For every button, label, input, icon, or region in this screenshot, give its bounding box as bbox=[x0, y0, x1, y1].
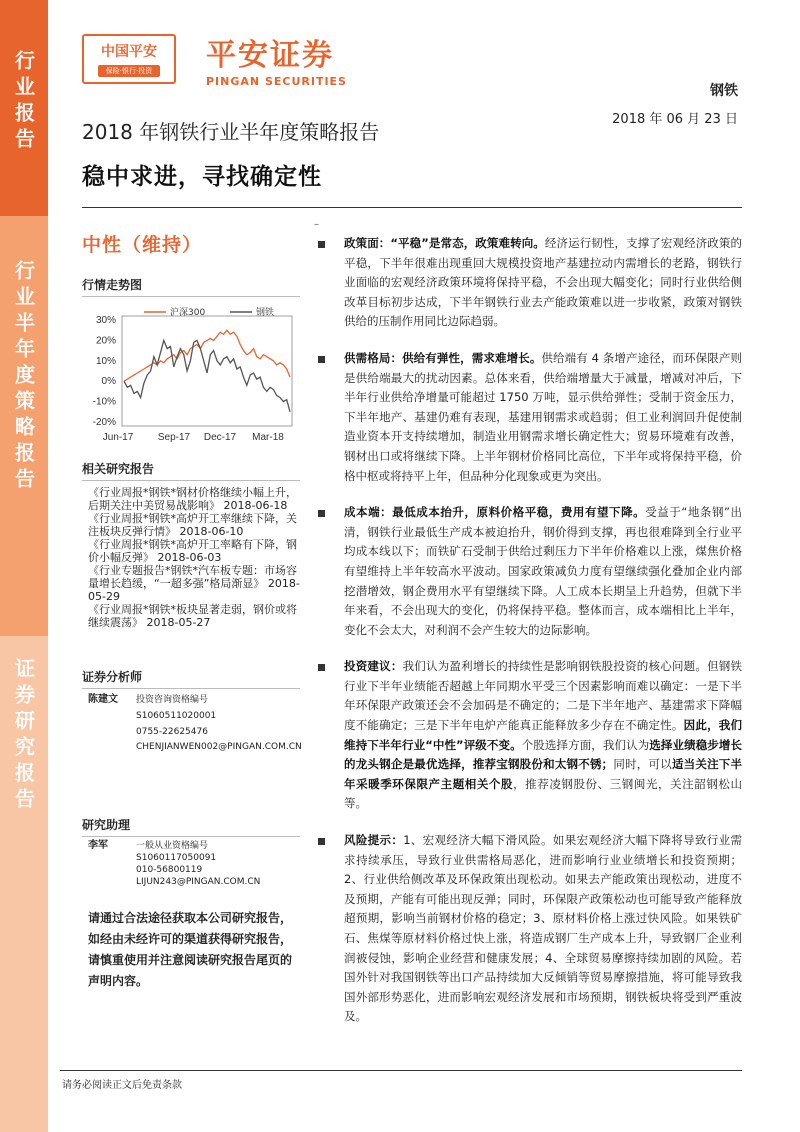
analyst-cert-label: 投资咨询资格编号 bbox=[136, 695, 209, 705]
report-date: 2018 年 06 月 23 日 bbox=[612, 112, 738, 127]
price-trend-chart bbox=[82, 298, 300, 444]
rating-block bbox=[82, 230, 300, 257]
sidebar-label-report-type: 行业报告 bbox=[11, 50, 36, 154]
sidebar-label-research: 证券研究报告 bbox=[11, 658, 36, 814]
assistant-cert-label: 一般从业资格编号 bbox=[136, 841, 209, 851]
bullet-investment-text2: 个股选择方面，我们认为 bbox=[521, 737, 650, 752]
bullet-policy bbox=[316, 234, 742, 332]
bullet-investment-bold3: 适当关注下半年采暖季环保限产主题相关个股 bbox=[344, 757, 743, 791]
bullet-investment-advice bbox=[316, 657, 742, 814]
price-trend-chart-svg bbox=[82, 298, 300, 444]
reports-section bbox=[82, 460, 300, 485]
bullet-cost bbox=[316, 503, 742, 640]
assistant-info bbox=[88, 840, 302, 888]
industry-label: 钢铁 bbox=[710, 83, 738, 99]
assistant-section bbox=[82, 816, 300, 841]
sidebar-block-report-subtype bbox=[0, 216, 48, 636]
sidebar-label-report-subtype: 行业半年度策略报告 bbox=[11, 260, 36, 494]
bullet-investment-lead: 投资建议： bbox=[344, 659, 403, 674]
related-report-item[interactable]: 《行业周报*钢铁*高炉开工率略有下降，钢价小幅反弹》 2018-06-03 bbox=[88, 538, 297, 564]
bullet-cost-lead: 成本端：最低成本抬升，原料价格平稳，费用有望下降。 bbox=[344, 505, 646, 520]
bullet-supply-demand-text: 供给端有 4 条增产途径，而环保限产则是供给端最大的扰动因素。总体来看，供给端增量大于减量，增减对冲后，下半年行业供给净增量可能超过 1750 万吨，显示供给弹性；受制于资金压力，下半年地产、基建仍难有表现，基建用钢需求或趋弱；但工业利润回升促使制造业资本开支持续增加，制造业用钢需求增长确定性大；贸易环境难有改善，钢材出口或将继续下降。上半年钢材价格同比高位，下半年或将保持平稳，价格中枢或将持平上年，但品种分化现象或更为突出。 bbox=[344, 350, 742, 483]
report-subtitle: 稳中求进，寻找确定性 bbox=[82, 164, 322, 190]
pingan-group-logo-text: 中国平安 bbox=[101, 44, 157, 60]
y-tick-label: -10% bbox=[92, 396, 116, 408]
assistant-phone: 010-56800119 bbox=[136, 865, 203, 875]
legal-notice: 请通过合法途径获取本公司研究报告，如经由未经许可的渠道获得研究报告，请慎重使用并注意阅读研究报告尾页的声明内容。 bbox=[88, 911, 293, 988]
left-sidebar bbox=[0, 0, 48, 1132]
summary-bullets bbox=[316, 234, 742, 1044]
related-report-item[interactable]: 《行业周报*钢铁*钢材价格继续小幅上升，后期关注中美贸易战影响》 2018-06-18 bbox=[88, 486, 297, 512]
bullet-policy-text: 经济运行韧性，支撑了宏观经济政策的平稳，下半年很难出现重回大规模投资地产基建拉动内需增长的老路，钢铁行业面临的宏观经济政策环境将保持平稳，不会出现大幅变化；同时行业供给侧改革目标初步达成，下半年钢铁行业去产能政策难以进一步收紧，政策对钢铁供给的压制作用同比边际趋弱。 bbox=[344, 236, 742, 329]
sidebar-block-report-type bbox=[0, 0, 48, 216]
pingan-group-logo-tagline: 保险·银行·投资 bbox=[98, 65, 160, 77]
analyst-section-title: 证券分析师 bbox=[82, 668, 300, 689]
related-reports-list bbox=[88, 486, 302, 629]
bullet-risk bbox=[316, 831, 742, 1027]
pingan-securities-logo bbox=[206, 30, 347, 88]
analyst-cert-number: S1060511020001 bbox=[136, 711, 217, 721]
pingan-securities-logo-en: PINGAN SECURITIES bbox=[206, 75, 347, 88]
report-title: 2018 年钢铁行业半年度策略报告 bbox=[82, 120, 380, 144]
bullet-supply-demand bbox=[316, 349, 742, 486]
related-report-item[interactable]: 《行业周报*钢铁*板块显著走弱，钢价或将继续震荡》 2018-05-27 bbox=[88, 603, 297, 629]
x-tick-label: Jun-17 bbox=[102, 432, 134, 443]
related-report-item[interactable]: 《行业专题报告*钢铁*汽车板专题：市场容量增长趋缓，“一超多强”格局渐显》 2018-05-29 bbox=[88, 564, 300, 603]
rating-label: 中性（维持） bbox=[82, 234, 203, 256]
bullet-supply-demand-lead: 供需格局：供给有弹性，需求难增长。 bbox=[344, 350, 542, 365]
small-mark: – bbox=[314, 219, 319, 230]
assistant-name: 李军 bbox=[88, 840, 108, 851]
analyst-info bbox=[88, 692, 302, 754]
bullet-policy-lead: 政策面：“平稳”是常态，政策难转向。 bbox=[344, 236, 545, 250]
y-tick-label: 30% bbox=[95, 315, 116, 326]
analyst-email[interactable]: CHENJIANWEN002@PINGAN.COM.CN bbox=[136, 742, 302, 752]
footer-divider bbox=[60, 1070, 742, 1071]
analyst-name: 陈建文 bbox=[88, 694, 118, 705]
x-tick-label: Mar-18 bbox=[252, 432, 284, 443]
bullet-risk-lead: 风险提示： bbox=[344, 833, 404, 848]
chart-section-title: 行情走势图 bbox=[82, 276, 300, 297]
x-tick-label: Dec-17 bbox=[203, 432, 237, 443]
header-divider bbox=[82, 207, 742, 208]
pingan-securities-logo-text: 平安证券 bbox=[206, 38, 334, 73]
bullet-investment-bold2: 选择业绩稳步增长的龙头钢企是最优选择，推荐宝钢股份和太钢不锈； bbox=[344, 737, 742, 772]
analyst-section bbox=[82, 668, 300, 693]
assistant-section-title: 研究助理 bbox=[82, 816, 300, 837]
sidebar-block-research bbox=[0, 636, 48, 1132]
y-tick-label: -20% bbox=[92, 417, 116, 428]
footer-disclaimer: 请务必阅读正文后免责条款 bbox=[62, 1080, 182, 1091]
y-tick-label: 20% bbox=[95, 335, 116, 347]
bullet-investment-bold1: 因此，我们维持下半年行业“中性”评级不变。 bbox=[344, 718, 743, 752]
bullet-risk-text: 1、宏观经济大幅下滑风险。如果宏观经济大幅下降将导致行业需求持续承压，导致行业供需格局恶化，进而影响行业业绩增长和投资预期；2、行业供给侧改革及环保政策出现松动。如果去产能政策出现松动，进度不及预期，产能有可能出现反弹；同时，环保限产政策松动也可能导致产能释放超预期，影响当前钢材价格的稳定；3、原材料价格上涨过快风险。如果铁矿石、焦煤等原材料价格过快上涨，将造成钢厂生产成本上升，导致钢厂企业利润被侵蚀，影响企业经营和健康发展；4、全球贸易摩擦持续加剧的风险。若国外针对我国钢铁等出口产品持续加大反倾销等贸易摩擦措施，将可能导致我国外部形势恶化，进而影响宏观经济发展和市场预期，钢铁板块将受到严重波及。 bbox=[344, 833, 742, 1024]
bullet-investment-text1: 我们认为盈利增长的持续性是影响钢铁股投资的核心问题。但钢铁行业下半年业绩能否超越上年同期水平受三个因素影响而难以确定：一是下半年环保限产政策还会不会加码是不确定的；二是下半年地产、基建需求下降幅度不能确定；三是下半年电炉产能真正能释放多少存在不确定性。 bbox=[344, 659, 742, 733]
bullet-investment-text3: 同时，可以 bbox=[613, 757, 672, 772]
y-tick-label: 0% bbox=[101, 376, 116, 388]
series-line-1 bbox=[124, 340, 290, 411]
legend-label: 沪深300 bbox=[170, 308, 206, 318]
assistant-cert-number: S1060117050091 bbox=[136, 853, 217, 863]
bullet-investment-text4: ，推荐凌钢股份、三钢闽光，关注韶钢松山等。 bbox=[344, 776, 742, 811]
x-tick-label: Sep-17 bbox=[157, 432, 191, 443]
analyst-phone: 0755-22625476 bbox=[136, 727, 208, 737]
bullet-cost-text: 受益于“地条钢”出清，钢铁行业最低生产成本被迫抬升，钢价得到支撑，再也很难降到全行业平均成本线以下；而铁矿石受制于供给过剩压力下半年价格难以上涨，煤焦价格有望维持上半年较高水平波动。国家政策减负力度有望继续强化叠加企业内部挖潜增效，钢企费用水平有望继续下降。人工成本长期呈上升趋势，但就下半年来看，不会出现大的变化，仍将保持平稳。整体而言，成本端相比上半年，变化不会太大，对利润不会产生较大的边际影响。 bbox=[344, 505, 743, 637]
reports-section-title: 相关研究报告 bbox=[82, 460, 300, 481]
pingan-group-logo bbox=[82, 34, 176, 84]
related-report-item[interactable]: 《行业周报*钢铁*高炉开工率继续下降，关注板块反弹行情》 2018-06-10 bbox=[88, 512, 297, 538]
y-tick-label: 10% bbox=[95, 355, 116, 367]
assistant-email[interactable]: LIJUN243@PINGAN.COM.CN bbox=[136, 877, 261, 887]
legend-label: 钢铁 bbox=[256, 308, 275, 318]
